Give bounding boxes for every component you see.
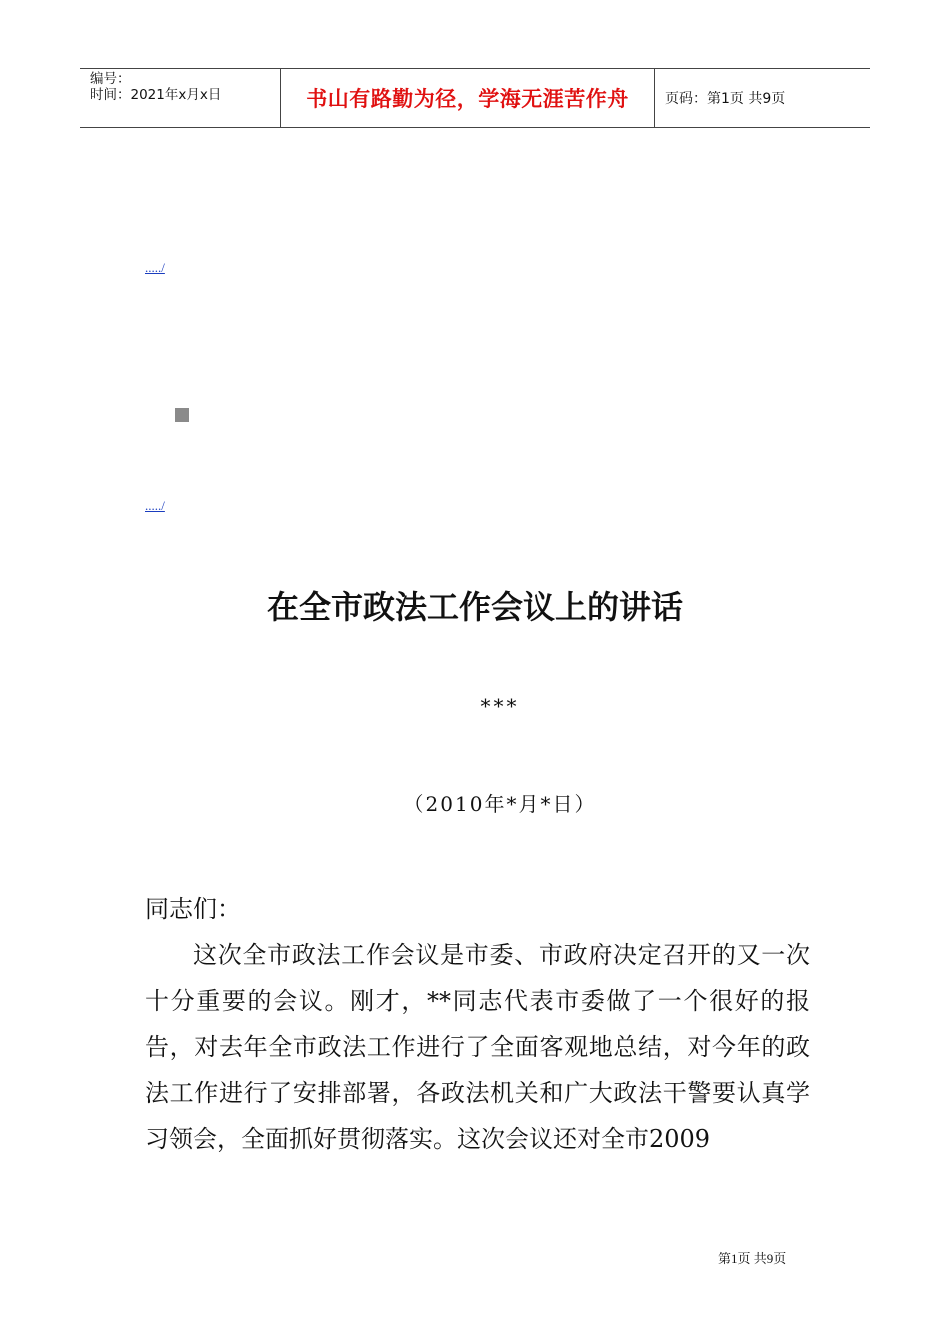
document-author: *** [480, 694, 520, 718]
header-time: 时间：2021年x月x日 [90, 87, 222, 103]
link-second[interactable]: ...../ [145, 498, 165, 513]
document-title: 在全市政法工作会议上的讲话 [266, 588, 683, 626]
greeting: 同志们： [145, 895, 241, 923]
document-date: （2010年*月*日） [403, 792, 597, 816]
header-number: 编号： [90, 71, 131, 87]
page-header [80, 68, 870, 128]
header-motto-cell [281, 69, 655, 127]
header-meta [80, 69, 281, 127]
header-motto: 书山有路勤为径，学海无涯苦作舟 [306, 87, 629, 111]
link-first[interactable]: ...../ [145, 260, 165, 275]
square-bullet-icon [175, 408, 189, 422]
header-page-number: 页码：第1页 共9页 [665, 91, 786, 107]
body-paragraph: 这次全市政法工作会议是市委、市政府决定召开的又一次十分重要的会议。刚才，**同志代表市委做了一个很好的报告，对去年全市政法工作进行了全面客观地总结，对今年的政法工作进行了安排部署，各政法机关和广大政法干警要认真学习领会，全面抓好贯彻落实。这次会议还对全市2009 [145, 941, 810, 1153]
page-footer: 第1页 共9页 [718, 1251, 787, 1266]
document-body [145, 886, 810, 1162]
header-page-cell [655, 69, 870, 127]
